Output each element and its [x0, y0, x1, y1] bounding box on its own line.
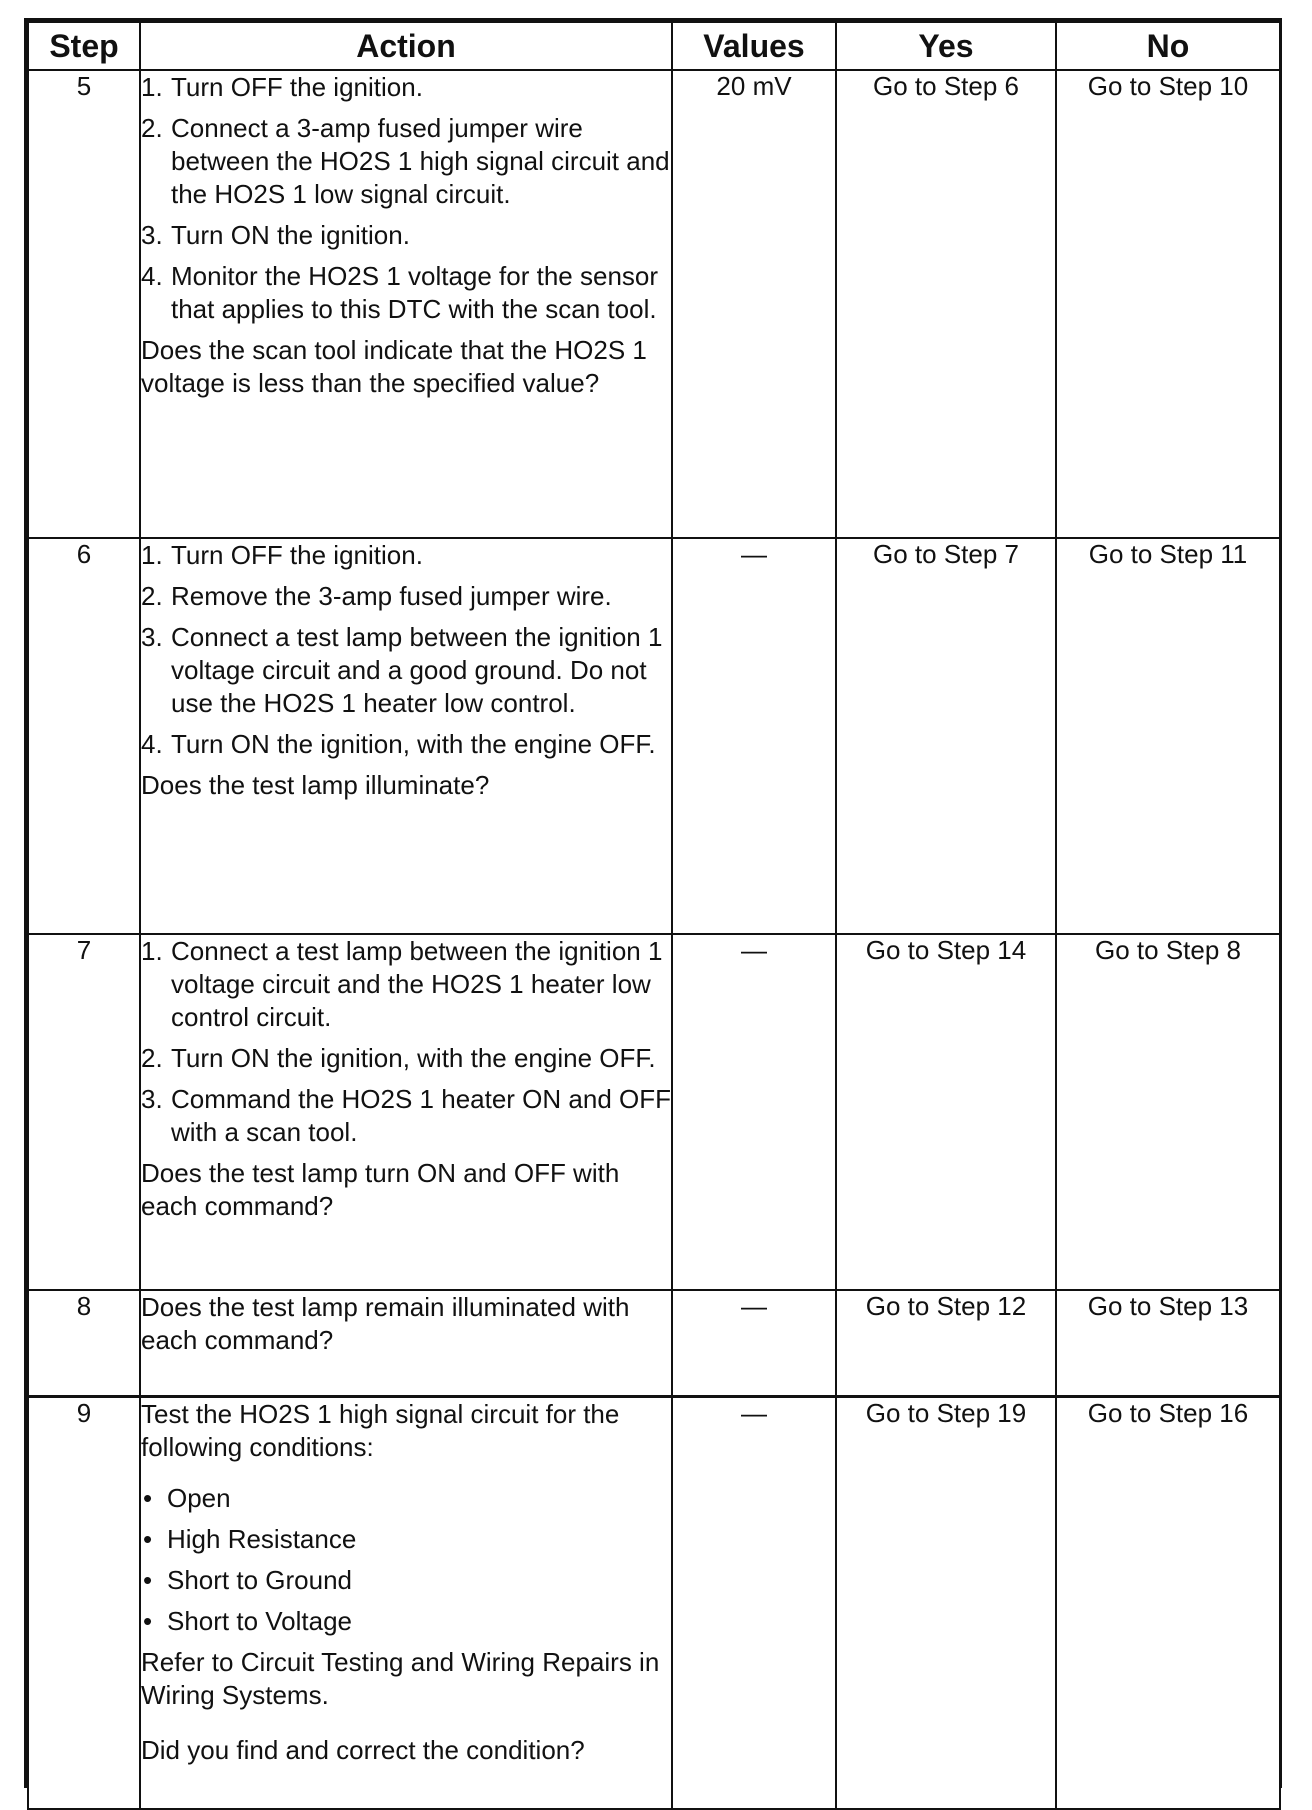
- action-question: Does the test lamp remain illuminated with each command?: [141, 1292, 630, 1355]
- table-row-step-8: [28, 1290, 1280, 1397]
- action-cell: [140, 1397, 672, 1810]
- action-item: 3. Connect a test lamp between the ignition 1 voltage circuit and a good ground. Do not use the HO2S 1 heater low control.: [141, 622, 663, 718]
- action-item: 2. Remove the 3-amp fused jumper wire.: [141, 581, 612, 611]
- values-cell: —: [672, 538, 836, 934]
- reference-text: Refer to Circuit Testing and Wiring Repairs in Wiring Systems.: [141, 1647, 660, 1710]
- yes-link: Go to Step 19: [836, 1397, 1056, 1810]
- table-row-step-9: [28, 1397, 1280, 1810]
- action-item: 1. Turn OFF the ignition.: [141, 72, 423, 102]
- action-cell: [140, 538, 672, 934]
- table-header-row: [28, 22, 1280, 70]
- action-question: Does the test lamp illuminate?: [141, 770, 490, 800]
- bullet-icon: •: [143, 1606, 153, 1636]
- table-row-step-7: [28, 934, 1280, 1290]
- action-item: 1. Connect a test lamp between the ignition 1 voltage circuit and the HO2S 1 heater low control circuit.: [141, 936, 663, 1032]
- action-item: 2. Connect a 3-amp fused jumper wire between the HO2S 1 high signal circuit and the HO2S 1 low signal circuit.: [141, 113, 670, 209]
- yes-link: Go to Step 12: [836, 1290, 1056, 1397]
- values-cell: 20 mV: [672, 70, 836, 538]
- bullet-icon: •: [143, 1565, 153, 1595]
- yes-link: Go to Step 7: [836, 538, 1056, 934]
- no-link: Go to Step 16: [1056, 1397, 1280, 1810]
- condition-bullet: • Short to Ground: [143, 1565, 352, 1595]
- action-item: 3. Command the HO2S 1 heater ON and OFF with a scan tool.: [141, 1084, 671, 1147]
- step-number: 8: [28, 1290, 140, 1397]
- action-item: 4. Monitor the HO2S 1 voltage for the sensor that applies to this DTC with the scan tool.: [141, 261, 659, 324]
- header-action: Action: [140, 22, 672, 70]
- yes-link: Go to Step 6: [836, 70, 1056, 538]
- diagnostic-procedure-table: [27, 21, 1281, 1810]
- condition-bullet: • Short to Voltage: [143, 1606, 353, 1636]
- header-no: No: [1056, 22, 1280, 70]
- action-item: 1. Turn OFF the ignition.: [141, 540, 423, 570]
- action-cell: [140, 70, 672, 538]
- action-question: Does the test lamp turn ON and OFF with each command?: [141, 1158, 620, 1221]
- step-number: 7: [28, 934, 140, 1290]
- bullet-icon: •: [143, 1483, 153, 1513]
- values-cell: —: [672, 1290, 836, 1397]
- condition-bullet: • High Resistance: [143, 1524, 357, 1554]
- action-item: 2. Turn ON the ignition, with the engine OFF.: [141, 1043, 656, 1073]
- bullet-icon: •: [143, 1524, 153, 1554]
- no-link: Go to Step 13: [1056, 1290, 1280, 1397]
- action-intro: Test the HO2S 1 high signal circuit for the following conditions:: [141, 1399, 620, 1462]
- header-yes: Yes: [836, 22, 1056, 70]
- action-question: Did you find and correct the condition?: [141, 1735, 585, 1765]
- table-row-step-5: [28, 70, 1280, 538]
- no-link: Go to Step 10: [1056, 70, 1280, 538]
- no-link: Go to Step 11: [1056, 538, 1280, 934]
- diagnostic-procedure-table-frame: [24, 18, 1282, 1788]
- no-link: Go to Step 8: [1056, 934, 1280, 1290]
- step-number: 6: [28, 538, 140, 934]
- step-number: 5: [28, 70, 140, 538]
- condition-bullet: • Open: [143, 1483, 231, 1513]
- step-number: 9: [28, 1397, 140, 1810]
- header-values: Values: [672, 22, 836, 70]
- table-row-step-6: [28, 538, 1280, 934]
- values-cell: —: [672, 1397, 836, 1810]
- header-step: Step: [28, 22, 140, 70]
- values-cell: —: [672, 934, 836, 1290]
- yes-link: Go to Step 14: [836, 934, 1056, 1290]
- action-cell: [140, 1290, 672, 1397]
- action-item: 4. Turn ON the ignition, with the engine OFF.: [141, 729, 656, 759]
- action-item: 3. Turn ON the ignition.: [141, 220, 410, 250]
- action-question: Does the scan tool indicate that the HO2S 1 voltage is less than the specified value?: [141, 335, 647, 398]
- action-cell: [140, 934, 672, 1290]
